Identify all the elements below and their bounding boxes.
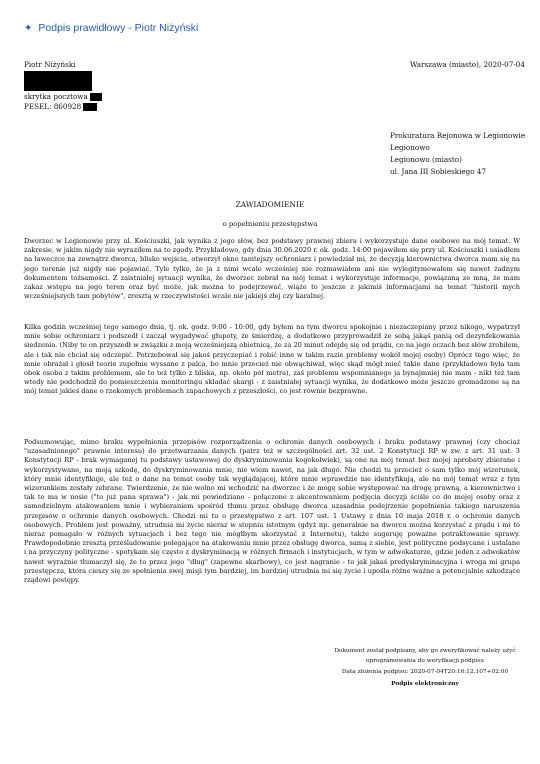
footer-software-line: oprogramowania do weryfikacji podpisu	[366, 658, 484, 664]
paragraph-3: Podsumowując, mimo braku wypełnienia przepisów rozporządzenia o ochronie danych osobowych i braku podstawy prawnej (czy chociaż "uzasadnionego" prawnie interesu) do przetwarzania danych (patrz też w szczególności art. 32 ust. 2 Konstytucji RP w zw. z art. 31 ust. 3 Konstytucji RP - brak wymaganej tu podstawy ustawowej do dyskryminowania kogokolwiek), są one na mój temat bez mojej aprobaty zbierane i wykorzystywane, na moją szkodę, do dyskryminowania mnie, nie wiem nawet, na jak długo. Nie chodzi tu przecież o sam tylko mój wizerunek, który mnie identyfikuje, ale też o dane na temat osoby tak wyglądającej, które mnie wprawdzie nie identyfikują, ale na mój temat wraz z tym wizerunkiem zostały zebrane. Twierdzenie, że nie wolno mi wchodzić na dworzec i że mogę sobie występować na drogę prawną, a kierownictwo i tak to ma w nosie ("to już pana sprawa") - jak mi powiedziano - połączone z akcentowaniem podjęcia decyzji ściśle co do mojej osoby oraz z samodzielnym atakowaniem mnie i wybieraniem spośród tłumu przez obsługę dworca uzasadnia podejrzenie popełnienia takiego naruszenia przepisów o ochronie danych osobowych. Chodzi mi tu o przestępstwo z art. 107 ust. 1 Ustawy z dnia 10 maja 2018 r. o ochronie danych osobowych. Problem jest poważny, utrudnia mi życie nieraz w stopniu istotnym (gdyż np. generalnie na dworcu można korzystać z prądu i mi to nieraz pomagało w różnych sytuacjach i bez tego nie mógłbym skorzystać z Internetu), także sugeruję poważne potraktowanie sprawy. Prawdopodobnie zresztą prześladowanie polegające na atakowaniu mnie przez obsługę dworca, samą z siebie, jest polityczne podsycane i ustalane i na przyczyny polityczne - spotykam się często z dyskryminacją w różnych firmach i instytucjach, w tym w adwokaturze, gdzie jeden z adwokatów nawet wyraźnie tłumaczył się, że to przez jego "dług" (zapewne skarbowy), co jest nagranie - to jak jakaś predyskryminacyjna i wroga mi grupa przestępcza, która cieszy się ze spełnienia swej misji tym bardziej, im bardziej utrudnia mi się życie i upośla różne ważne a potencjalnie szkodzące rządowi postępy.	[24, 438, 520, 585]
signature-status-label: Podpis prawidłowy - Piotr Niżyński	[38, 22, 199, 34]
recipient-line-1: Prokuratura Rejonowa w Legionowie	[390, 131, 526, 140]
redacted-po-box	[90, 93, 102, 101]
paragraph-1: Dworzec w Legionowie przy ul. Kościuszki, jak wynika z jego słów, bez podstawy prawnej zbiera i wykorzystuje dane osobowe na mój temat. W zakresie, w jakim nigdy nie wyraziłem na to zgody. Przykładowo, gdy dnia 30.06.2020 r. ok. godz. 14:00 pojawiłem się przy ul. Kościuszki i usiadłem na ławeczce na zewnątrz dworca, blisko wejścia, otworzył okno tamtejszy ochroniarz i powiedział mi, że decyzją kierownictwa dworca mam się na jego terenie już nigdy nie pojawiać. Tyle tylko, że ja z nimi wcale wcześniej nie rozmawiałem ani nie wylegitymowałem się nawet żadnym dokumentem tożsamości. Z zaistniałej sytuacji wynika, że dworzec zebrał na mój temat i wykorzystuje informacje, powiązaną ze mną, że mam zakaz wstępu na jego teren oraz być może, jak można to podejrzewać, wiąże to jeszcze z jakimiś informacjami na temat "historii mych wcześniejszych tam pobytów", zresztą w rzeczywistości wcale nie jakiejś złej czy karalnej.	[24, 237, 520, 301]
document-subtitle: o popełnieniu przestępstwa	[222, 220, 318, 228]
paragraph-2: Kilka godzin wcześniej tego samego dnia, tj. ok. godz. 9:00 - 10:00, gdy byłem na tym dworcu spokojnie i niezaczepiany przez nikogo, wypatrzył mnie sobie ochroniarz i podszedł i zaczął wygadywać głupoty, że śmierdzę, a dodatkowo przyprowadził ze sobą jakąś panią od dezynfekowania siedzenia. (Niby to on przyszedł w związku z moją wcześniejszą obietnicą, że za 20 minut odejdę się od prądu, co na jego oczach bez słów zrobiłem, ale i tak nie chciał się odczepić. Potrzebował się jakoś przyczepiać i robić inne w takim razie problemy wokół mojej osoby) Oprócz tego więc, że mnie obrażał i głosił teorie zupełnie wyssane z palca, bo mnie przecież nie obwąchiwał, więc skąd mógł mieć takie dane (przykładowo była tam obok osoba z takim problemem, ale to też tylko z bliska, np. około pół metra), zaś problemu wspomnianego ja bynajmniej nie mam - nikt też tam wtedy nie podchodził do pomieszczenia monitoringu składać skargi - z zaistniałej sytuacji wynika, że dodatkowo może jeszcze gromadzone są na mój temat jakieś dane o rzekomych problemach zapachowych z przeszłości, co jest równie bezprawne.	[24, 323, 520, 396]
sender-name: Piotr Niżyński	[24, 60, 76, 69]
sender-po-box: skrytka pocztowa	[24, 92, 102, 101]
place-date: Warszawa (miasto), 2020-07-04	[410, 60, 525, 69]
recipient-line-2: Legionowo	[390, 143, 430, 152]
recipient-line-4: ul. Jana III Sobieskiego 47	[390, 167, 487, 176]
footer-verify-line: Dokument został podpisany, aby go zweryfikować należy użyć	[334, 648, 516, 654]
recipient-line-3: Legionowo (miasto)	[390, 155, 462, 164]
signature-status-link[interactable]	[24, 22, 198, 34]
footer-signature-type: Podpis elektroniczny	[391, 681, 459, 687]
star-icon: ✦	[24, 22, 33, 34]
sender-pesel: PESEL: 860928	[24, 102, 97, 111]
redacted-pesel	[83, 103, 97, 111]
document-title: ZAWIADOMIENIE	[235, 200, 305, 209]
footer-date-line: Data złożenia podpisu: 2020-07-04T20:16:12.107+02:00	[341, 669, 509, 675]
redacted-address	[24, 71, 92, 91]
